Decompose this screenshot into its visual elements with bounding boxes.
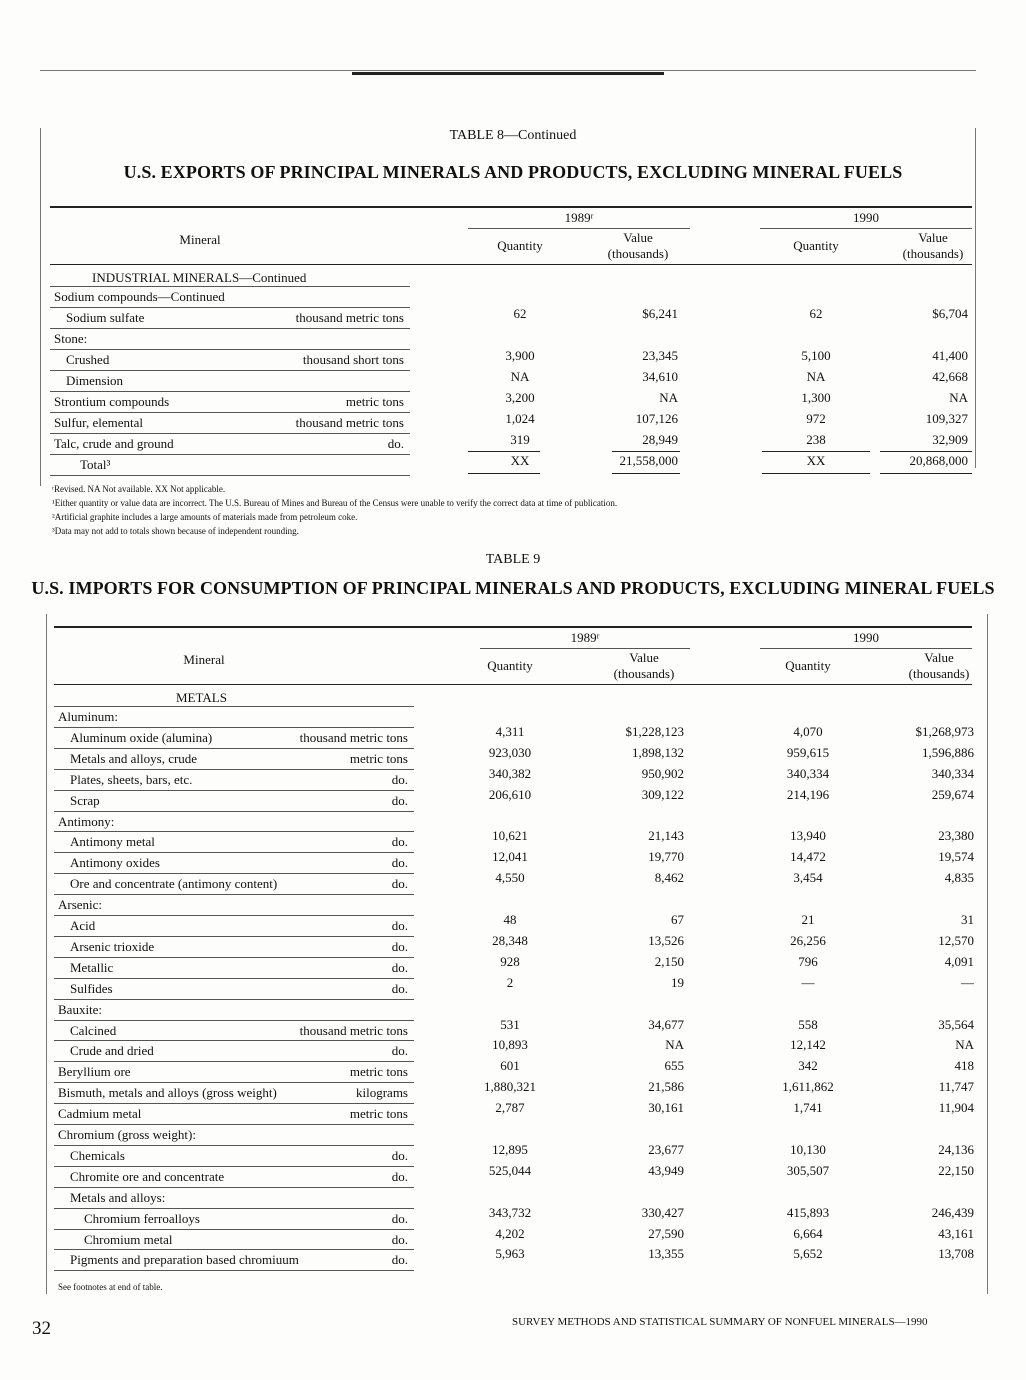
table9-row-12-unit: do. — [391, 959, 408, 975]
table8-row-7-q1989: 319 — [510, 432, 530, 447]
table9-row-15-q1989: 531 — [500, 1016, 520, 1032]
table9-row-12-mineral: Metallic — [70, 959, 114, 975]
table9-header-value-v1989: Value — [629, 650, 659, 665]
table9-row-25-q1989: 4,202 — [495, 1225, 525, 1241]
table9-row-10-mineral: Acid — [70, 918, 96, 933]
table9-row-7-v1990: 19,574 — [938, 849, 974, 865]
table8-header-quantity-q1990: Quantity — [793, 238, 839, 253]
table9-row-23-mineral: Metals and alloys: — [70, 1189, 166, 1205]
table9-row-16-v1990: NA — [955, 1037, 974, 1053]
table8-row-6-rule — [50, 433, 410, 434]
table8-row-4-q1990: NA — [806, 369, 826, 384]
table9-row-22-v1989: 43,949 — [648, 1162, 684, 1178]
table9-row-3-q1989: 340,382 — [488, 765, 532, 781]
table9-row-12-q1990: 796 — [798, 953, 818, 969]
table8-row-5-mineral: Strontium compounds — [54, 394, 170, 409]
table9-row-19-rule — [54, 1124, 414, 1125]
table9-row-26-q1990: 5,652 — [793, 1246, 823, 1262]
table8-row-5-q1989: 3,200 — [505, 390, 535, 405]
table8-row-8-rule — [50, 475, 410, 476]
table8-header-value-v1990: Value — [918, 230, 948, 245]
table9-row-21-v1989: 23,677 — [648, 1141, 684, 1157]
table9-row-14-mineral: Bauxite: — [58, 1001, 103, 1017]
table8-total-rule-3 — [880, 451, 972, 452]
table9-row-8-q1990: 3,454 — [793, 870, 823, 886]
table9-row-3-q1990: 340,334 — [786, 765, 830, 781]
table9-row-7-rule — [54, 873, 414, 874]
table9-header-quantity-q1989: Quantity — [487, 658, 533, 673]
table9-row-13-q1990: — — [801, 974, 815, 990]
table9-row-22-v1990: 22,150 — [938, 1162, 974, 1178]
table8-row-2-rule — [50, 349, 410, 350]
top-rule — [40, 70, 976, 71]
table9-row-6-q1990: 13,940 — [790, 828, 826, 844]
table8-total-rule-bottom-3 — [880, 473, 972, 474]
table9-row-4-rule — [54, 811, 414, 812]
table9-row-17-unit: metric tons — [349, 1064, 408, 1080]
table9-row-26-v1990: 13,708 — [938, 1246, 974, 1262]
table9-row-17-mineral: Beryllium ore — [58, 1064, 131, 1080]
table8-row-3-rule — [50, 370, 410, 371]
table8-header-bottom-rule — [50, 264, 972, 265]
table9-header-thousands-v1989: (thousands) — [613, 666, 675, 681]
table9-row-6-rule — [54, 852, 414, 853]
table8-row-0-mineral: Sodium compounds—Continued — [54, 289, 225, 304]
table8-row-2-mineral: Stone: — [54, 331, 88, 346]
table9-row-21-mineral: Chemicals — [70, 1147, 125, 1163]
table9-row-12-rule — [54, 978, 414, 979]
table9-row-24-unit: do. — [391, 1210, 408, 1226]
table8-row-6-v1989: 107,126 — [635, 411, 678, 426]
table9-row-25-rule — [54, 1249, 414, 1250]
table9-row-17-v1990: 418 — [954, 1058, 974, 1074]
table8-year2-rule — [760, 228, 972, 229]
table8-row-6-unit: thousand metric tons — [295, 415, 404, 430]
table9-row-15-v1990: 35,564 — [938, 1016, 974, 1032]
table9-caption: TABLE 9 — [485, 552, 541, 567]
table8-header-top-rule — [50, 206, 972, 208]
table8-footnote-3: ³Data may not add to totals shown because of independent rounding. — [52, 526, 299, 536]
table9-row-21-q1989: 12,895 — [492, 1141, 528, 1157]
table9-row-7-unit: do. — [391, 855, 408, 871]
table9-row-9-rule — [54, 915, 414, 916]
table8-row-6-v1990: 109,327 — [925, 411, 968, 426]
table8-header-value-v1989: Value — [623, 230, 653, 245]
table9-row-5-rule — [54, 831, 414, 832]
table8-row-4-mineral: Dimension — [66, 373, 124, 388]
table8-total-rule-1 — [612, 451, 680, 452]
table8-header-mineral: Mineral — [179, 232, 221, 247]
table8-row-6-q1989: 1,024 — [505, 411, 535, 426]
table9-row-19-q1989: 2,787 — [495, 1100, 525, 1116]
table9-row-24-rule — [54, 1229, 414, 1230]
table9-row-1-q1989: 4,311 — [495, 723, 525, 739]
table9-row-2-v1990: 1,596,886 — [922, 744, 974, 760]
table8-row-8-v1990: 20,868,000 — [909, 453, 968, 468]
table9-row-17-rule — [54, 1082, 414, 1083]
table8-row-4-v1990: 42,668 — [932, 369, 968, 384]
table9-row-8-mineral: Ore and concentrate (antimony content) — [70, 876, 278, 892]
table9-row-4-q1989: 206,610 — [488, 786, 532, 802]
table9-row-4-q1990: 214,196 — [786, 786, 830, 802]
table9-row-21-q1990: 10,130 — [790, 1141, 826, 1157]
table9-header-mineral: Mineral — [183, 652, 225, 667]
table9-row-6-v1989: 21,143 — [648, 828, 684, 844]
table9-row-16-rule — [54, 1061, 414, 1062]
table9-title: U.S. IMPORTS FOR CONSUMPTION OF PRINCIPAL MINERALS AND PRODUCTS, EXCLUDING MINERAL FUELS — [31, 578, 995, 598]
table8-row-6-mineral: Sulfur, elemental — [54, 415, 144, 430]
table9-row-18-rule — [54, 1103, 414, 1104]
table9-row-26-mineral: Pigments and preparation based chromiuum — [70, 1252, 299, 1268]
table9-row-14-rule — [54, 1020, 414, 1021]
table8-row-1-unit: thousand metric tons — [295, 310, 404, 325]
table9-row-7-v1989: 19,770 — [648, 849, 684, 865]
table9-row-10-q1989: 48 — [503, 912, 517, 927]
table9-row-18-q1989: 1,880,321 — [484, 1079, 536, 1095]
table9-header-thousands-v1990: (thousands) — [908, 666, 970, 681]
table9-row-21-unit: do. — [391, 1147, 408, 1163]
table9-row-16-v1989: NA — [665, 1037, 684, 1053]
table9-row-11-q1990: 26,256 — [790, 932, 826, 948]
table8-row-3-v1990: 41,400 — [932, 348, 968, 363]
table9-row-4-mineral: Scrap — [70, 792, 100, 808]
table8-header-quantity-q1989: Quantity — [497, 238, 543, 253]
table9-row-1-rule — [54, 748, 414, 749]
table9-row-16-mineral: Crude and dried — [70, 1043, 154, 1059]
table9-row-1-unit: thousand metric tons — [299, 729, 408, 745]
table8-row-3-q1989: 3,900 — [505, 348, 535, 363]
table8-row-8-v1989: 21,558,000 — [619, 453, 678, 468]
table9-row-26-rule — [54, 1270, 414, 1271]
table9-row-8-v1990: 4,835 — [944, 870, 974, 886]
table9-row-21-rule — [54, 1166, 414, 1167]
table9-row-10-v1990: 31 — [961, 912, 974, 927]
table9-row-3-mineral: Plates, sheets, bars, etc. — [70, 771, 193, 787]
table9-row-6-v1990: 23,380 — [938, 828, 974, 844]
table9-row-24-q1989: 343,732 — [488, 1204, 532, 1220]
table9-row-26-q1989: 5,963 — [495, 1246, 525, 1262]
page-number: 32 — [32, 1318, 51, 1339]
table9-year2-rule — [760, 648, 972, 649]
table9-row-19-v1989: 30,161 — [648, 1100, 684, 1116]
table8-row-8-q1989: XX — [510, 453, 530, 468]
table9-row-18-q1990: 1,611,862 — [782, 1079, 834, 1095]
table9-row-17-q1989: 601 — [500, 1058, 520, 1074]
table9-row-11-unit: do. — [391, 938, 408, 954]
table9-row-2-unit: metric tons — [349, 750, 408, 766]
table9-row-23-rule — [54, 1208, 414, 1209]
table8-row-0-rule — [50, 307, 410, 308]
table9-row-18-v1989: 21,586 — [648, 1079, 684, 1095]
table9-row-13-v1990: — — [961, 974, 974, 990]
table9-row-10-q1990: 21 — [801, 912, 815, 927]
table8-row-3-mineral: Crushed — [66, 352, 110, 367]
table9-row-4-v1990: 259,674 — [931, 786, 974, 802]
left-margin-rule-2 — [46, 614, 47, 1294]
table8-row-8-mineral: Total³ — [80, 457, 111, 472]
table9-row-6-q1989: 10,621 — [492, 828, 528, 844]
table9-row-16-q1989: 10,893 — [492, 1037, 528, 1053]
running-title: SURVEY METHODS AND STATISTICAL SUMMARY OF NONFUEL MINERALS—1990 — [512, 1316, 928, 1328]
table9-section-heading: METALS — [176, 690, 227, 705]
table8-row-5-v1990: NA — [949, 390, 968, 405]
table9-row-19-mineral: Cadmium metal — [58, 1106, 142, 1122]
table8-header-year1: 1989ʳ — [564, 210, 594, 225]
table8-header-year2: 1990 — [853, 210, 879, 225]
table9-row-13-q1989: 2 — [506, 974, 514, 990]
table9-row-16-q1990: 12,142 — [790, 1037, 826, 1053]
table9-row-19-q1990: 1,741 — [793, 1100, 823, 1116]
table9-row-2-q1989: 923,030 — [488, 744, 532, 760]
table9-row-3-v1989: 950,902 — [641, 765, 684, 781]
table9-row-1-v1989: $1,228,123 — [625, 723, 684, 739]
table8-row-3-v1989: 23,345 — [642, 348, 678, 363]
table9-row-3-unit: do. — [391, 771, 408, 787]
top-rule-accent — [352, 72, 664, 75]
table9-row-7-q1989: 12,041 — [492, 849, 528, 865]
table9-row-3-rule — [54, 790, 414, 791]
table8-row-4-q1989: NA — [510, 369, 530, 384]
table8-row-4-rule — [50, 391, 410, 392]
table8-row-3-unit: thousand short tons — [302, 352, 404, 367]
table9-row-20-rule — [54, 1145, 414, 1146]
table9-row-26-v1989: 13,355 — [648, 1246, 684, 1262]
table9-row-11-v1989: 13,526 — [648, 932, 684, 948]
table9-row-18-v1990: 11,747 — [938, 1079, 974, 1095]
table9-header-top-rule — [54, 626, 972, 628]
table9-row-1-q1990: 4,070 — [793, 723, 823, 739]
table9-row-1-v1990: $1,268,973 — [915, 723, 974, 739]
table8-total-rule-bottom-2 — [762, 473, 870, 474]
table9-row-3-v1990: 340,334 — [931, 765, 974, 781]
table9-row-12-v1990: 4,091 — [944, 953, 974, 969]
table9-header-value-v1990: Value — [924, 650, 954, 665]
table8-caption: TABLE 8—Continued — [449, 128, 577, 143]
table9-row-22-unit: do. — [391, 1168, 408, 1184]
table9-year1-rule — [480, 648, 690, 649]
table9-row-11-q1989: 28,348 — [492, 932, 528, 948]
table9-row-9-mineral: Arsenic: — [58, 897, 103, 913]
table9-row-25-v1989: 27,590 — [648, 1225, 684, 1241]
table9-row-2-q1990: 959,615 — [786, 744, 830, 760]
table9-row-19-unit: metric tons — [349, 1106, 408, 1122]
table9-row-13-v1989: 19 — [671, 974, 684, 990]
table9-row-8-unit: do. — [391, 876, 408, 892]
table8-footnote-1: ¹Either quantity or value data are incorrect. The U.S. Bureau of Mines and Bureau of the Census were unable to verify the correct data at time of publication. — [52, 498, 618, 508]
table9-row-0-rule — [54, 727, 414, 728]
table9-row-5-mineral: Antimony: — [58, 813, 115, 829]
table9-row-10-unit: do. — [391, 918, 408, 933]
table8-total-rule-0 — [468, 451, 540, 452]
table9-row-4-unit: do. — [391, 792, 408, 808]
table8-row-7-v1989: 28,949 — [642, 432, 678, 447]
table9-row-17-q1990: 342 — [798, 1058, 818, 1074]
table9-row-10-rule — [54, 936, 414, 937]
table8-header-thousands-v1989: (thousands) — [607, 246, 669, 261]
table8-row-7-v1990: 32,909 — [932, 432, 968, 447]
table9-row-25-mineral: Chromium metal — [84, 1231, 173, 1247]
table9-row-18-unit: kilograms — [356, 1085, 408, 1101]
table9-row-20-mineral: Chromium (gross weight): — [58, 1127, 196, 1142]
table8-row-8-q1990: XX — [806, 453, 826, 468]
table9-row-2-rule — [54, 769, 414, 770]
table8-row-4-v1989: 34,610 — [642, 369, 678, 384]
table9-row-13-mineral: Sulfides — [70, 980, 113, 996]
table9-row-4-v1989: 309,122 — [641, 786, 684, 802]
table9-row-15-rule — [54, 1040, 414, 1041]
table8-row-1-q1990: 62 — [809, 306, 823, 321]
table8-row-5-v1989: NA — [659, 390, 678, 405]
table9-header-quantity-q1990: Quantity — [785, 658, 831, 673]
table9-row-15-unit: thousand metric tons — [299, 1022, 408, 1038]
table9-row-26-unit: do. — [391, 1252, 408, 1268]
table8-footnote-2: ²Artificial graphite includes a large amounts of materials made from petroleum coke. — [52, 512, 358, 522]
table8-section-rule — [50, 286, 410, 287]
table8-row-6-q1990: 972 — [806, 411, 826, 426]
table8-row-5-unit: metric tons — [345, 394, 404, 409]
table9-row-12-q1989: 928 — [500, 953, 520, 969]
table9-row-21-v1990: 24,136 — [938, 1141, 974, 1157]
table9-header-bottom-rule — [54, 684, 972, 685]
table8-header-thousands-v1990: (thousands) — [902, 246, 964, 261]
table9-row-22-q1990: 305,507 — [786, 1162, 830, 1178]
table8-total-rule-2 — [762, 451, 870, 452]
table9-row-6-unit: do. — [391, 834, 408, 850]
table9-row-2-v1989: 1,898,132 — [632, 744, 684, 760]
table9-row-19-v1990: 11,904 — [938, 1100, 974, 1116]
table9-row-24-mineral: Chromium ferroalloys — [84, 1210, 200, 1226]
table8-row-7-mineral: Talc, crude and ground — [54, 436, 174, 451]
table9-row-2-mineral: Metals and alloys, crude — [70, 750, 198, 766]
table8-row-5-rule — [50, 412, 410, 413]
table9-row-11-v1990: 12,570 — [938, 932, 974, 948]
table9-row-15-q1990: 558 — [798, 1016, 818, 1032]
table9-row-17-v1989: 655 — [664, 1058, 684, 1074]
table9-row-12-v1989: 2,150 — [654, 953, 684, 969]
table9-row-1-mineral: Aluminum oxide (alumina) — [70, 729, 213, 745]
table9-row-6-mineral: Antimony metal — [70, 834, 155, 850]
table8-row-1-v1990: $6,704 — [932, 306, 968, 321]
table9-row-13-unit: do. — [391, 980, 408, 996]
table8-row-3-q1990: 5,100 — [801, 348, 831, 363]
table9-row-8-q1989: 4,550 — [495, 870, 525, 886]
table9-row-0-mineral: Aluminum: — [58, 709, 118, 724]
table9-row-11-mineral: Arsenic trioxide — [70, 938, 155, 954]
table8-total-rule-bottom-0 — [468, 473, 540, 474]
table9-row-18-mineral: Bismuth, metals and alloys (gross weight) — [58, 1085, 277, 1101]
table9-row-22-rule — [54, 1187, 414, 1188]
table8-footnote-0: ʳRevised. NA Not available. XX Not applicable. — [52, 484, 226, 494]
table9-row-22-mineral: Chromite ore and concentrate — [70, 1168, 225, 1184]
table9-row-16-unit: do. — [391, 1043, 408, 1059]
table9-row-8-v1989: 8,462 — [654, 870, 684, 886]
table9-note: See footnotes at end of table. — [58, 1282, 163, 1292]
table8-row-1-q1989: 62 — [513, 306, 527, 321]
table8-row-1-v1989: $6,241 — [642, 306, 678, 321]
table8-row-5-q1990: 1,300 — [801, 390, 831, 405]
table9-row-24-v1990: 246,439 — [931, 1204, 974, 1220]
table8-title: U.S. EXPORTS OF PRINCIPAL MINERALS AND PRODUCTS, EXCLUDING MINERAL FUELS — [123, 162, 903, 182]
table9-row-24-q1990: 415,893 — [786, 1204, 830, 1220]
table8-row-1-rule — [50, 328, 410, 329]
table8-total-rule-bottom-1 — [612, 473, 680, 474]
table9-row-15-v1989: 34,677 — [648, 1016, 684, 1032]
table8-row-1-mineral: Sodium sulfate — [66, 310, 145, 325]
table9-row-22-q1989: 525,044 — [488, 1162, 532, 1178]
table8-row-7-q1990: 238 — [806, 432, 826, 447]
table9-section-rule — [54, 706, 414, 707]
table9-row-8-rule — [54, 894, 414, 895]
table9-header-year1: 1989ʳ — [570, 630, 600, 645]
table9-row-25-v1990: 43,161 — [938, 1225, 974, 1241]
table9-row-24-v1989: 330,427 — [641, 1204, 684, 1220]
table8-row-7-rule — [50, 454, 410, 455]
table8-year1-rule — [468, 228, 690, 229]
table9-row-13-rule — [54, 999, 414, 1000]
table9-row-7-q1990: 14,472 — [790, 849, 826, 865]
table9-header-year2: 1990 — [853, 630, 879, 645]
table8-row-7-unit: do. — [387, 436, 404, 451]
table9-row-15-mineral: Calcined — [70, 1022, 117, 1038]
table9-row-10-v1989: 67 — [671, 912, 684, 927]
right-margin-rule-2 — [987, 614, 988, 1294]
table8-section-heading: INDUSTRIAL MINERALS—Continued — [92, 270, 307, 285]
table9-row-25-q1990: 6,664 — [793, 1225, 823, 1241]
table9-row-11-rule — [54, 957, 414, 958]
table9-row-7-mineral: Antimony oxides — [70, 855, 160, 871]
table9-row-25-unit: do. — [391, 1231, 408, 1247]
